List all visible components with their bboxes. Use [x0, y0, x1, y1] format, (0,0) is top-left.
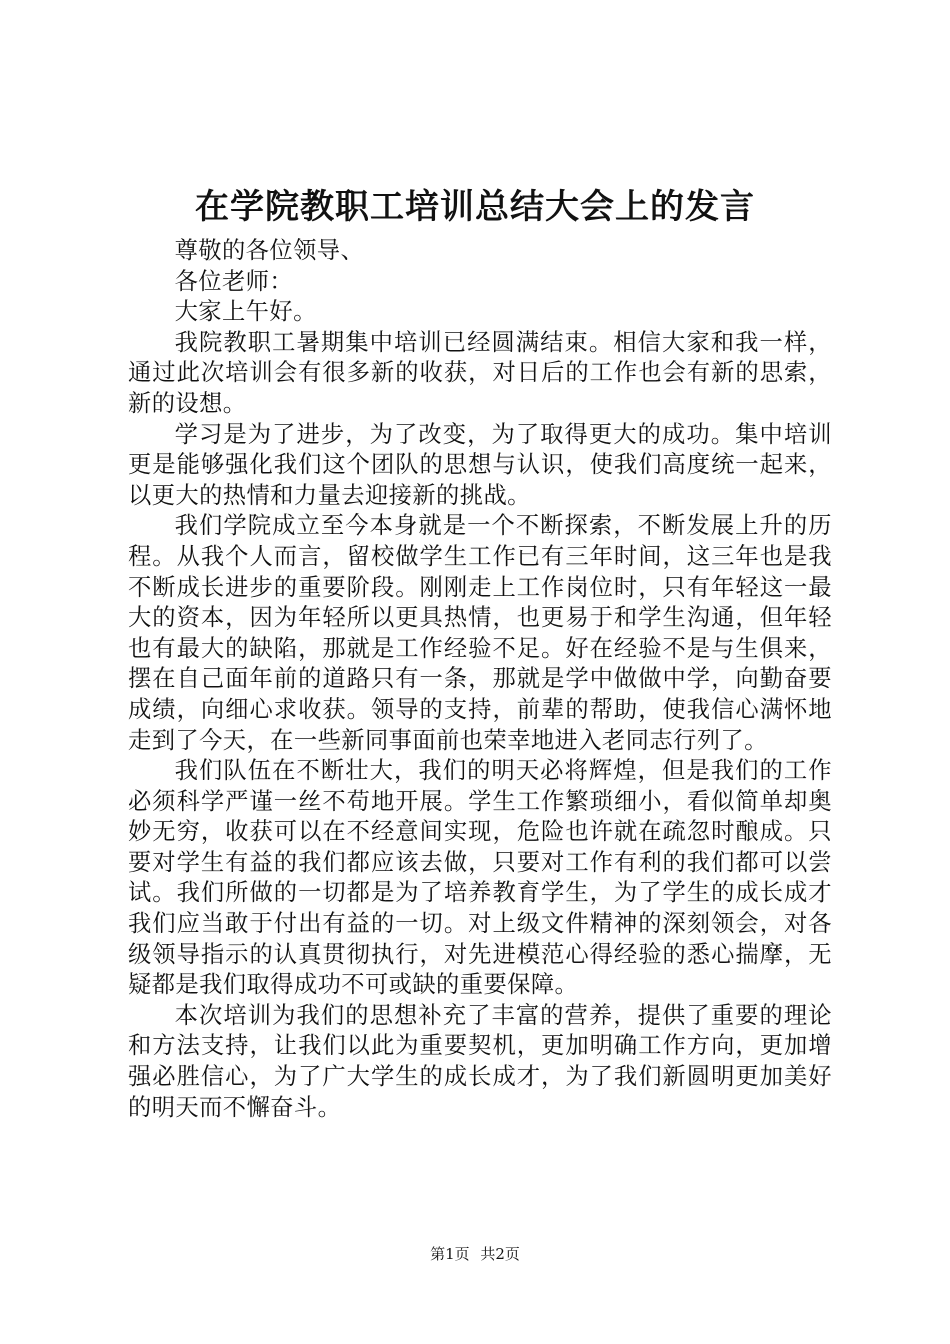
salutation-teachers: 各位老师：	[174, 267, 294, 295]
paragraph: 学习是为了进步，为了改变，为了取得更大的成功。集中培训更是能够强化我们这个团队的思想与认识，使我们高度统一起来，以更大的热情和力量去迎接新的挑战。	[128, 420, 832, 509]
document-title: 在学院教职工培训总结大会上的发言	[195, 187, 755, 227]
paragraph: 本次培训为我们的思想补充了丰富的营养，提供了重要的理论和方法支持，让我们以此为重要契机，更加明确工作方向，更加增强必胜信心，为了广大学生的成长成才，为了我们新圆明更加美好的明天而不懈奋斗。	[128, 1001, 832, 1121]
document-body	[128, 236, 832, 1123]
page-total: 共2页	[480, 1245, 520, 1263]
page-number: 第1页	[430, 1245, 470, 1263]
paragraph: 我们学院成立至今本身就是一个不断探索，不断发展上升的历程。从我个人而言，留校做学生工作已有三年时间，这三年也是我不断成长进步的重要阶段。刚刚走上工作岗位时，只有年轻这一最大的资本，因为年轻所以更具热情，也更易于和学生沟通，但年轻也有最大的缺陷，那就是工作经验不足。好在经验不是与生俱来，摆在自己面年前的道路只有一条，那就是学中做做中学，向勤奋要成绩，向细心求收获。领导的支持，前辈的帮助，使我信心满怀地走到了今天，在一些新同事面前也荣幸地进入老同志行列了。	[128, 512, 832, 754]
salutation-leaders: 尊敬的各位领导、	[174, 237, 365, 264]
paragraph: 我们队伍在不断壮大，我们的明天必将辉煌，但是我们的工作必须科学严谨一丝不苟地开展。学生工作繁琐细小，看似简单却奥妙无穷，收获可以在不经意间实现，危险也许就在疏忽时酿成。只要对学生有益的我们都应该去做，只要对工作有利的我们都可以尝试。我们所做的一切都是为了培养教育学生，为了学生的成长成才我们应当敢于付出有益的一切。对上级文件精神的深刻领会，对各级领导指示的认真贯彻执行，对先进模范心得经验的悉心揣摩，无疑都是我们取得成功不可或缺的重要保障。	[128, 757, 832, 999]
greeting: 大家上午好。	[174, 298, 317, 326]
page-footer	[0, 1244, 950, 1264]
paragraph: 我院教职工暑期集中培训已经圆满结束。相信大家和我一样，通过此次培训会有很多新的收获，对日后的工作也会有新的思索，新的设想。	[128, 328, 832, 417]
